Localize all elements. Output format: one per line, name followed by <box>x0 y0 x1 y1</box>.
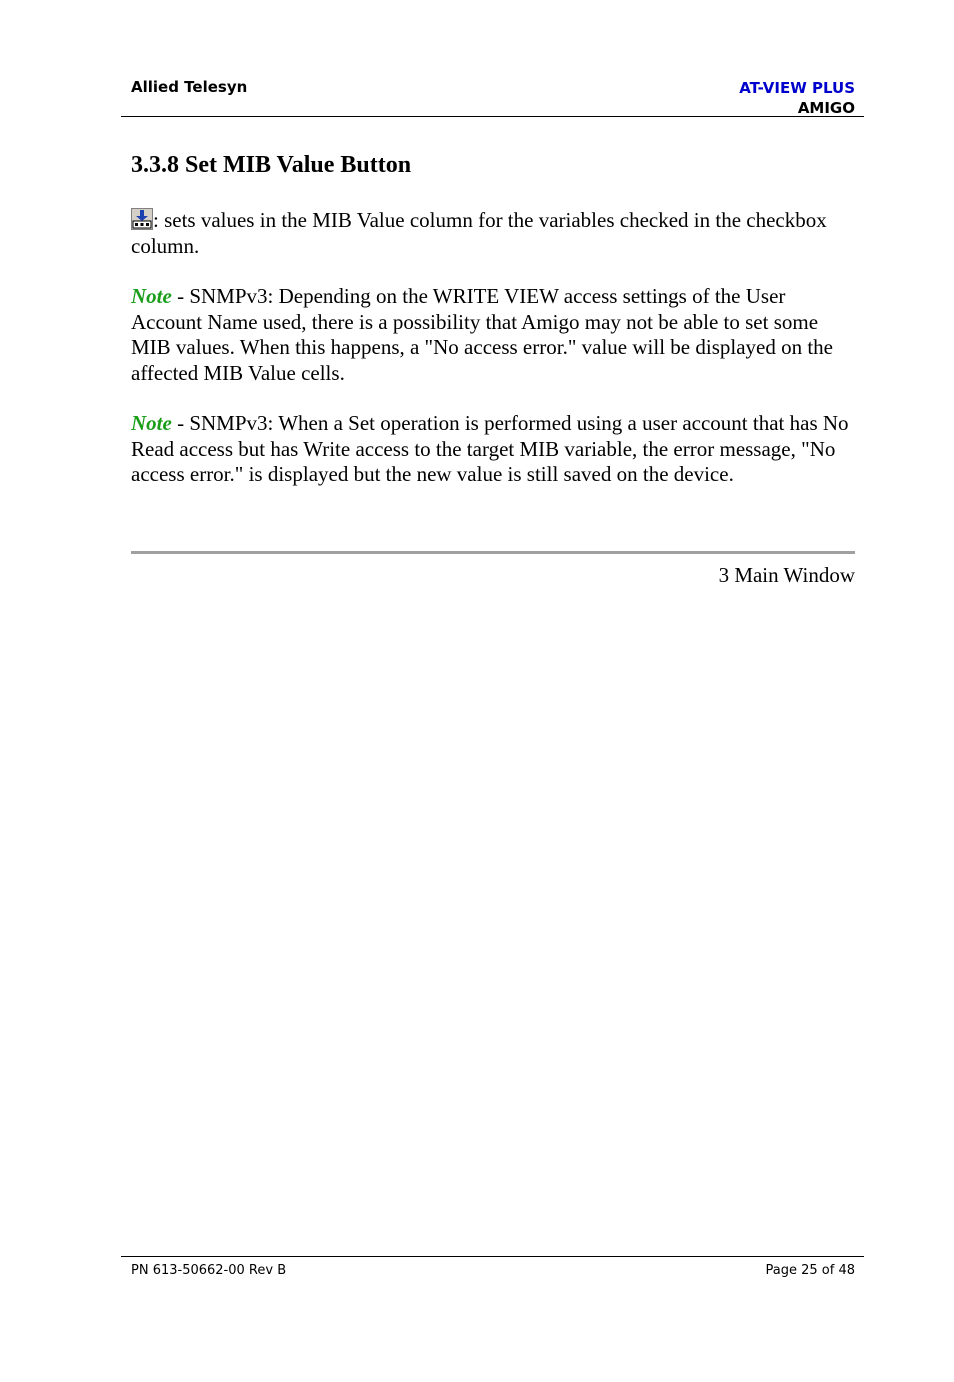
button-description-text: : sets values in the MIB Value column for the variables checked in the checkbox column. <box>131 208 827 258</box>
note-no-read-access-text: - SNMPv3: When a Set operation is performed using a user account that has No Read access but has Write access to the target MIB variable, the error message, "No access error." is displayed but the new value is still saved on the device. <box>131 411 849 486</box>
section-divider <box>131 551 855 554</box>
note-write-view <box>131 284 859 386</box>
page-header <box>121 76 864 117</box>
product-name <box>739 78 855 118</box>
part-number: PN 613-50662-00 Rev B <box>131 1263 287 1278</box>
chapter-reference: 3 Main Window <box>718 563 855 587</box>
note-label: Note <box>131 411 172 435</box>
page-number: Page 25 of 48 <box>765 1263 855 1278</box>
product-line-2: AMIGO <box>797 99 855 117</box>
note-write-view-text: - SNMPv3: Depending on the WRITE VIEW access settings of the User Account Name used, there is a possibility that Amigo may not be able to set some MIB values. When this happens, a "No access error." value will be displayed on the affected MIB Value cells. <box>131 284 833 385</box>
set-mib-value-icon <box>131 208 153 230</box>
product-line-1: AT-VIEW PLUS <box>739 79 855 97</box>
page-footer <box>121 1256 864 1287</box>
note-no-read-access <box>131 411 859 488</box>
section-title: 3.3.8 Set MIB Value Button <box>131 152 412 178</box>
button-description <box>131 208 859 259</box>
note-label: Note <box>131 284 172 308</box>
company-name: Allied Telesyn <box>131 78 248 96</box>
